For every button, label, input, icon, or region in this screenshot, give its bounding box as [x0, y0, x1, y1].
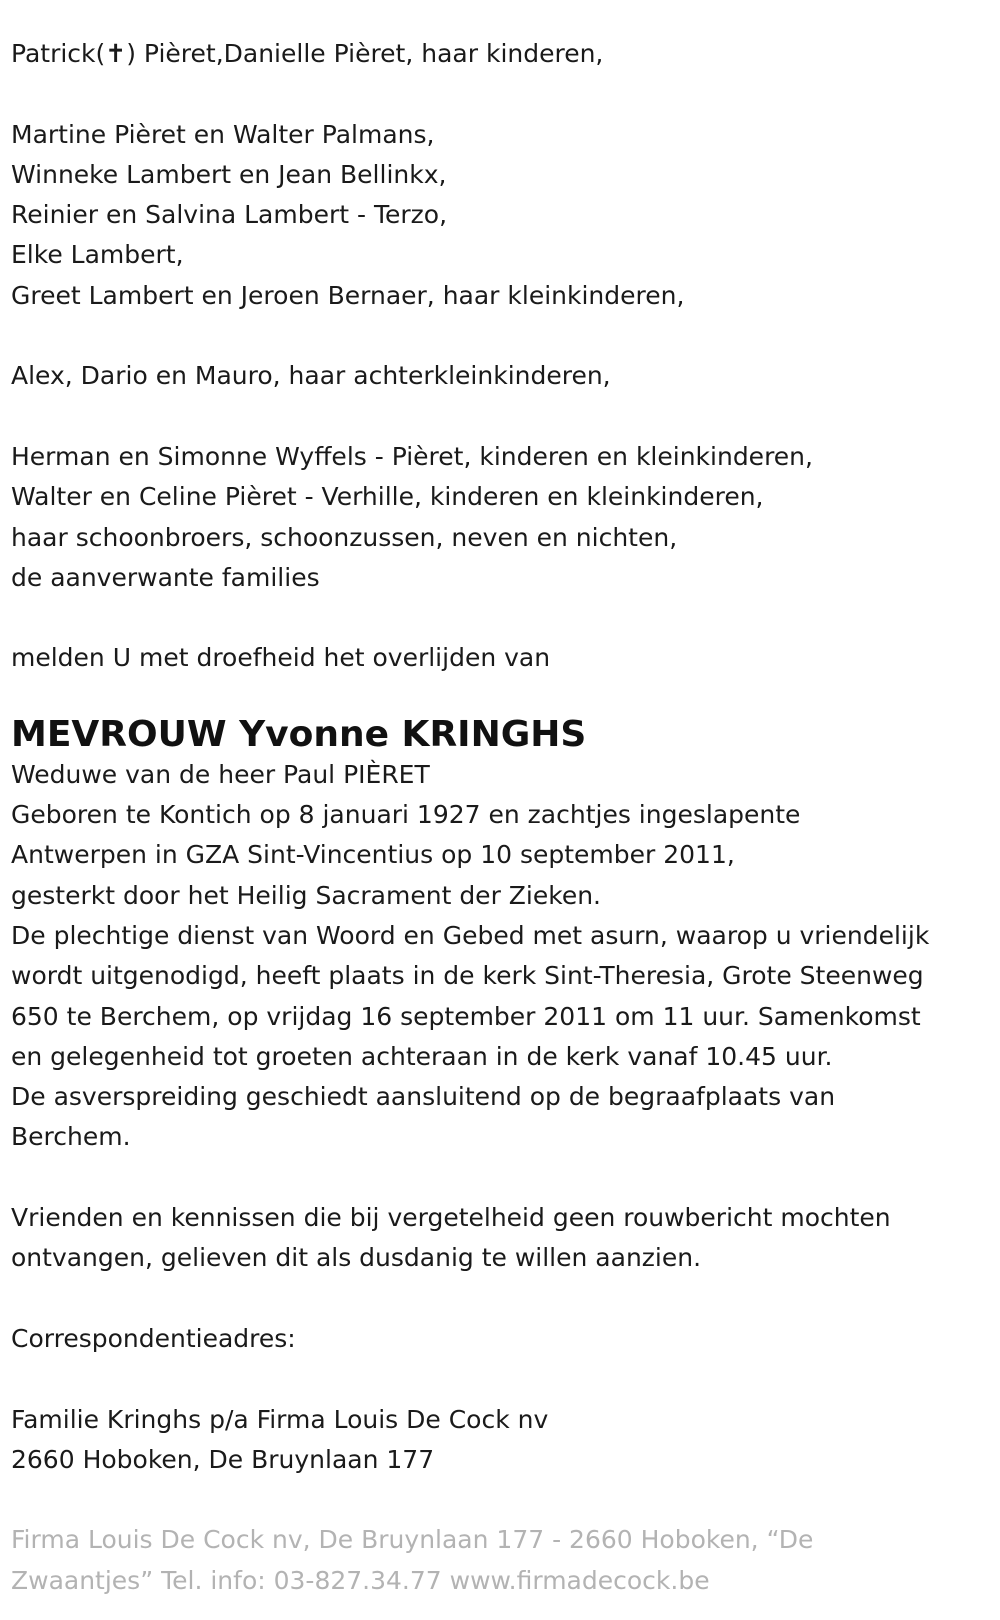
detail-line: 650 te Berchem, op vrijdag 16 september 2011 om 11 uur. Samenkomst	[11, 1001, 921, 1031]
relative-line: de aanverwante families	[11, 562, 320, 592]
grandchild-line: Greet Lambert en Jeroen Bernaer, haar kleinkinderen,	[11, 280, 685, 310]
notice-line: ontvangen, gelieven dit als dusdanig te willen aanzien.	[11, 1243, 702, 1273]
notice-paragraph	[11, 1198, 991, 1279]
great-grandchildren-line: Alex, Dario en Mauro, haar achterkleinkinderen,	[11, 361, 611, 391]
detail-line: Antwerpen in GZA Sint-Vincentius op 10 september 2011,	[11, 840, 735, 870]
grandchild-line: Martine Pièret en Walter Palmans,	[11, 119, 435, 149]
grandchild-line: Reinier en Salvina Lambert - Terzo,	[11, 200, 448, 230]
spacer	[11, 1359, 991, 1399]
footer-line: Zwaantjes” Tel. info: 03-827.34.77 www.firmadecock.be	[11, 1565, 710, 1595]
deceased-name: MEVROUW Yvonne KRINGHS	[11, 713, 587, 755]
funeral-notice	[11, 34, 991, 1601]
notice-line: Vrienden en kennissen die bij vergetelheid geen rouwbericht mochten	[11, 1203, 891, 1233]
address-line: Familie Kringhs p/a Firma Louis De Cock nv	[11, 1404, 549, 1434]
grandchildren-list	[11, 115, 991, 316]
spacer	[11, 679, 991, 707]
spacer	[11, 397, 991, 437]
relative-line: Walter en Celine Pièret - Verhille, kinderen en kleinkinderen,	[11, 482, 764, 512]
spacer	[11, 316, 991, 356]
grandchild-line: Elke Lambert,	[11, 240, 184, 270]
spacer	[11, 598, 991, 638]
address-line: 2660 Hoboken, De Bruynlaan 177	[11, 1444, 435, 1474]
detail-line: Berchem.	[11, 1122, 131, 1152]
detail-line: De asverspreiding geschiedt aansluitend op de begraafplaats van	[11, 1082, 836, 1112]
footer-credits	[11, 1520, 991, 1601]
detail-line: Weduwe van de heer Paul PIÈRET	[11, 759, 430, 789]
footer-line: Firma Louis De Cock nv, De Bruynlaan 177 - 2660 Hoboken, “De	[11, 1525, 814, 1555]
spacer	[11, 1480, 991, 1520]
grandchild-line: Winneke Lambert en Jean Bellinkx,	[11, 159, 447, 189]
detail-line: en gelegenheid tot groeten achteraan in de kerk vanaf 10.45 uur.	[11, 1041, 833, 1071]
spacer	[11, 1158, 991, 1198]
detail-line: wordt uitgenodigd, heeft plaats in de kerk Sint-Theresia, Grote Steenweg	[11, 961, 924, 991]
detail-line: Geboren te Kontich op 8 januari 1927 en zachtjes ingeslapente	[11, 800, 801, 830]
children-line: Patrick(✝) Pièret,Danielle Pièret, haar kinderen,	[11, 39, 604, 68]
correspondence-address	[11, 1400, 991, 1481]
announcement-line: melden U met droefheid het overlijden van	[11, 643, 551, 673]
correspondence-label: Correspondentieadres:	[11, 1323, 296, 1353]
spacer	[11, 1279, 991, 1319]
deceased-details	[11, 755, 991, 1158]
detail-line: De plechtige dienst van Woord en Gebed met asurn, waarop u vriendelijk	[11, 920, 930, 950]
relative-line: Herman en Simonne Wyffels - Pièret, kinderen en kleinkinderen,	[11, 441, 813, 471]
relatives-list	[11, 437, 991, 598]
spacer	[11, 74, 991, 114]
relative-line: haar schoonbroers, schoonzussen, neven en nichten,	[11, 522, 678, 552]
detail-line: gesterkt door het Heilig Sacrament der Zieken.	[11, 880, 602, 910]
